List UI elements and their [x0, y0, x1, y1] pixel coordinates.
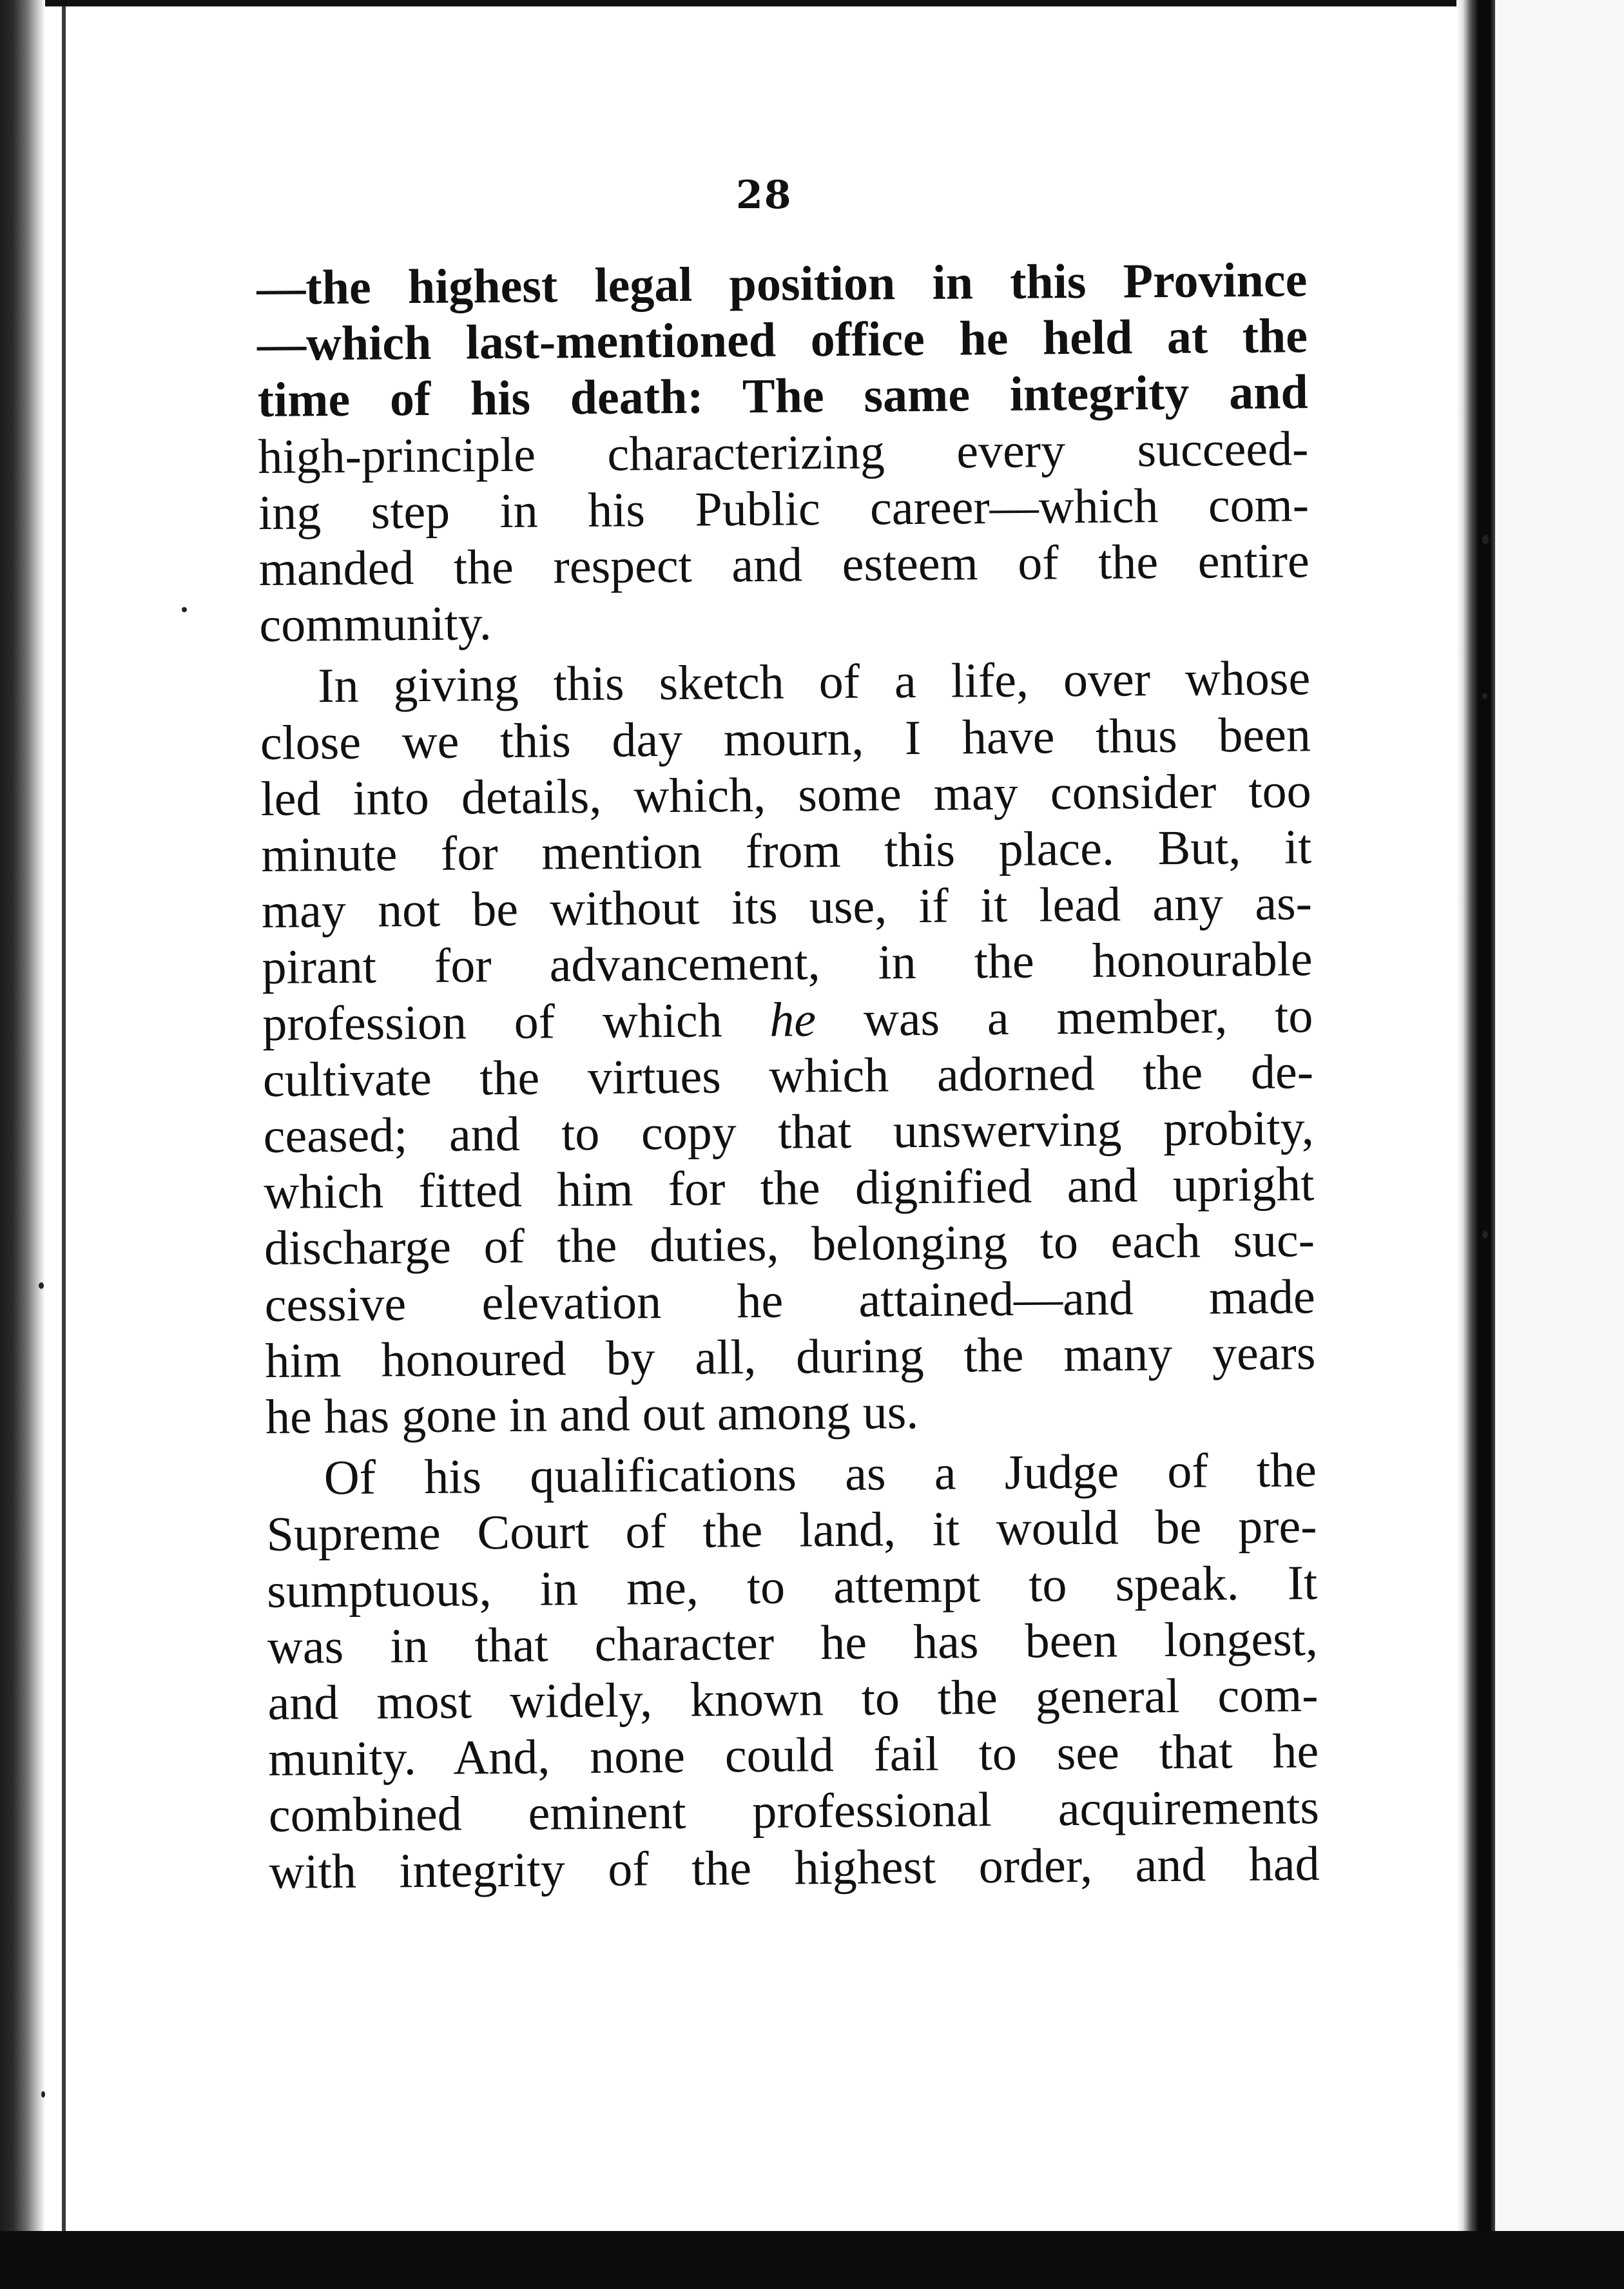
text-line: and most widely, known to the general com- — [267, 1668, 1319, 1731]
text-line: munity. And, none could fail to see that he — [267, 1724, 1319, 1787]
ink-speck — [1482, 535, 1489, 544]
text-line: ing step in his Public career—which com- — [258, 477, 1310, 540]
text-line: he has gone in and out among us. — [265, 1385, 919, 1445]
text-line: manded the respect and esteem of the entire — [258, 534, 1310, 596]
page-number: 28 — [736, 173, 793, 218]
facing-page-edge — [1495, 0, 1624, 2236]
ink-speck — [1482, 1231, 1488, 1239]
text-line: Supreme Court of the land, it would be pre- — [266, 1499, 1317, 1562]
ink-speck — [182, 607, 187, 612]
text-line: Of his qualifications as a Judge of the — [324, 1443, 1317, 1505]
page-edge-line — [62, 0, 66, 2289]
book-gutter — [1456, 0, 1495, 2236]
text-line: combined eminent professional acquirements — [268, 1780, 1320, 1843]
text-line: him honoured by all, during the many years — [265, 1326, 1316, 1388]
paragraph-1 — [256, 252, 1310, 653]
text-line: time of his death: The same integrity and — [257, 365, 1308, 428]
text-line: pirant for advancement, in the honourable — [262, 932, 1313, 995]
text-line: may not be without its use, if it lead any as- — [261, 876, 1313, 939]
text-line: —the highest legal position in this Province — [256, 253, 1308, 315]
text-line: close we this day mourn, I have thus been — [260, 707, 1311, 770]
text-line: discharge of the duties, belonging to each suc- — [264, 1213, 1315, 1276]
text-line: was in that character he has been longest, — [267, 1612, 1319, 1674]
scan-border-top — [45, 0, 1489, 6]
body-text — [256, 252, 1320, 1900]
text-line: minute for mention from this place. But, it — [260, 820, 1312, 883]
text-line: ceased; and to copy that unswerving probity, — [263, 1101, 1314, 1164]
ink-speck — [39, 1282, 44, 1289]
text-line-with-italic — [262, 988, 1313, 1052]
text-line: led into details, which, some may consider too — [260, 764, 1311, 826]
text-line: high-principle characterizing every succeed- — [258, 421, 1309, 484]
text-line: with integrity of the highest order, and had — [269, 1836, 1320, 1899]
binding-shadow-left — [0, 0, 45, 2289]
paragraph-2 — [260, 651, 1317, 1446]
ink-speck — [1482, 693, 1487, 699]
text-line: cessive elevation he attained—and made — [264, 1269, 1316, 1332]
text-line: cultivate the virtues which adorned the de- — [262, 1045, 1314, 1107]
text-line: In giving this sketch of a life, over whose — [317, 651, 1311, 713]
paragraph-3 — [266, 1442, 1320, 1900]
text-line: —which last-mentioned office he held at the — [256, 309, 1308, 372]
text-segment: profession of which — [262, 993, 722, 1051]
text-line: community. — [259, 596, 492, 653]
scan-border-bottom — [0, 2231, 1624, 2289]
text-line: sumptuous, in me, to attempt to speak. It — [266, 1555, 1318, 1618]
italic-word: he — [769, 992, 817, 1047]
text-segment: was a member, to — [863, 988, 1313, 1047]
ink-speck — [41, 2091, 45, 2098]
text-line: which fitted him for the dignified and upright — [264, 1157, 1315, 1220]
